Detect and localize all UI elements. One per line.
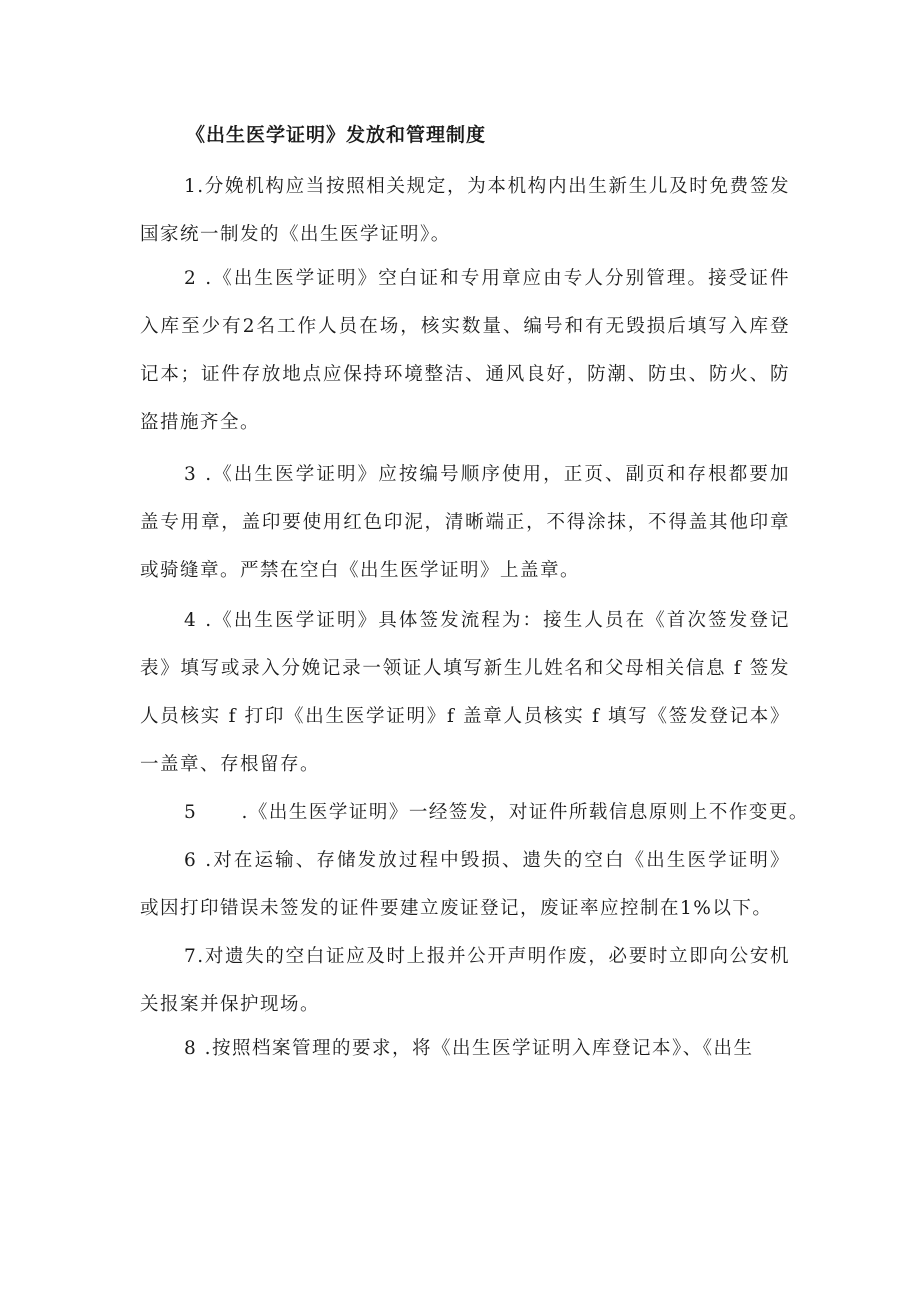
paragraph-5: 5 .《出生医学证明》一经签发，对证件所载信息原则上不作变更。	[184, 802, 809, 823]
paragraph-2: 2 .《出生医学证明》空白证和专用章应由专人分别管理。接受证件入库至少有2名工作人员在场，核实数量、编号和有无毁损后填写入库登记本；证件存放地点应保持环境整洁、通风良好，防潮、防虫、防火、防盗措施齐全。	[140, 268, 790, 433]
paragraph-6: 6 .对在运输、存储发放过程中毁损、遗失的空白《出生医学证明》或因打印错误未签发的证件要建立废证登记，废证率应控制在1%以下。	[140, 850, 790, 919]
document-title: 《出生医学证明》发放和管理制度	[186, 124, 487, 146]
paragraph-4: 4 .《出生医学证明》具体签发流程为：接生人员在《首次签发登记表》填写或录入分娩记录一领证人填写新生儿姓名和父母相关信息 f 签发人员核实 f 打印《出生医学证明》f 盖章人员核实 f 填写《签发登记本》一盖章、存根留存。	[140, 610, 790, 775]
paragraph-3: 3 .《出生医学证明》应按编号顺序使用，正页、副页和存根都要加盖专用章，盖印要使用红色印泥，清晰端正，不得涂抹，不得盖其他印章或骑缝章。严禁在空白《出生医学证明》上盖章。	[140, 464, 790, 581]
paragraph-1: 1.分娩机构应当按照相关规定，为本机构内出生新生儿及时免费签发国家统一制发的《出生医学证明》。	[140, 176, 790, 245]
paragraph-8: 8 .按照档案管理的要求，将《出生医学证明入库登记本》、《出生	[184, 1038, 754, 1059]
paragraph-7: 7.对遗失的空白证应及时上报并公开声明作废，必要时立即向公安机关报案并保护现场。	[140, 946, 790, 1015]
